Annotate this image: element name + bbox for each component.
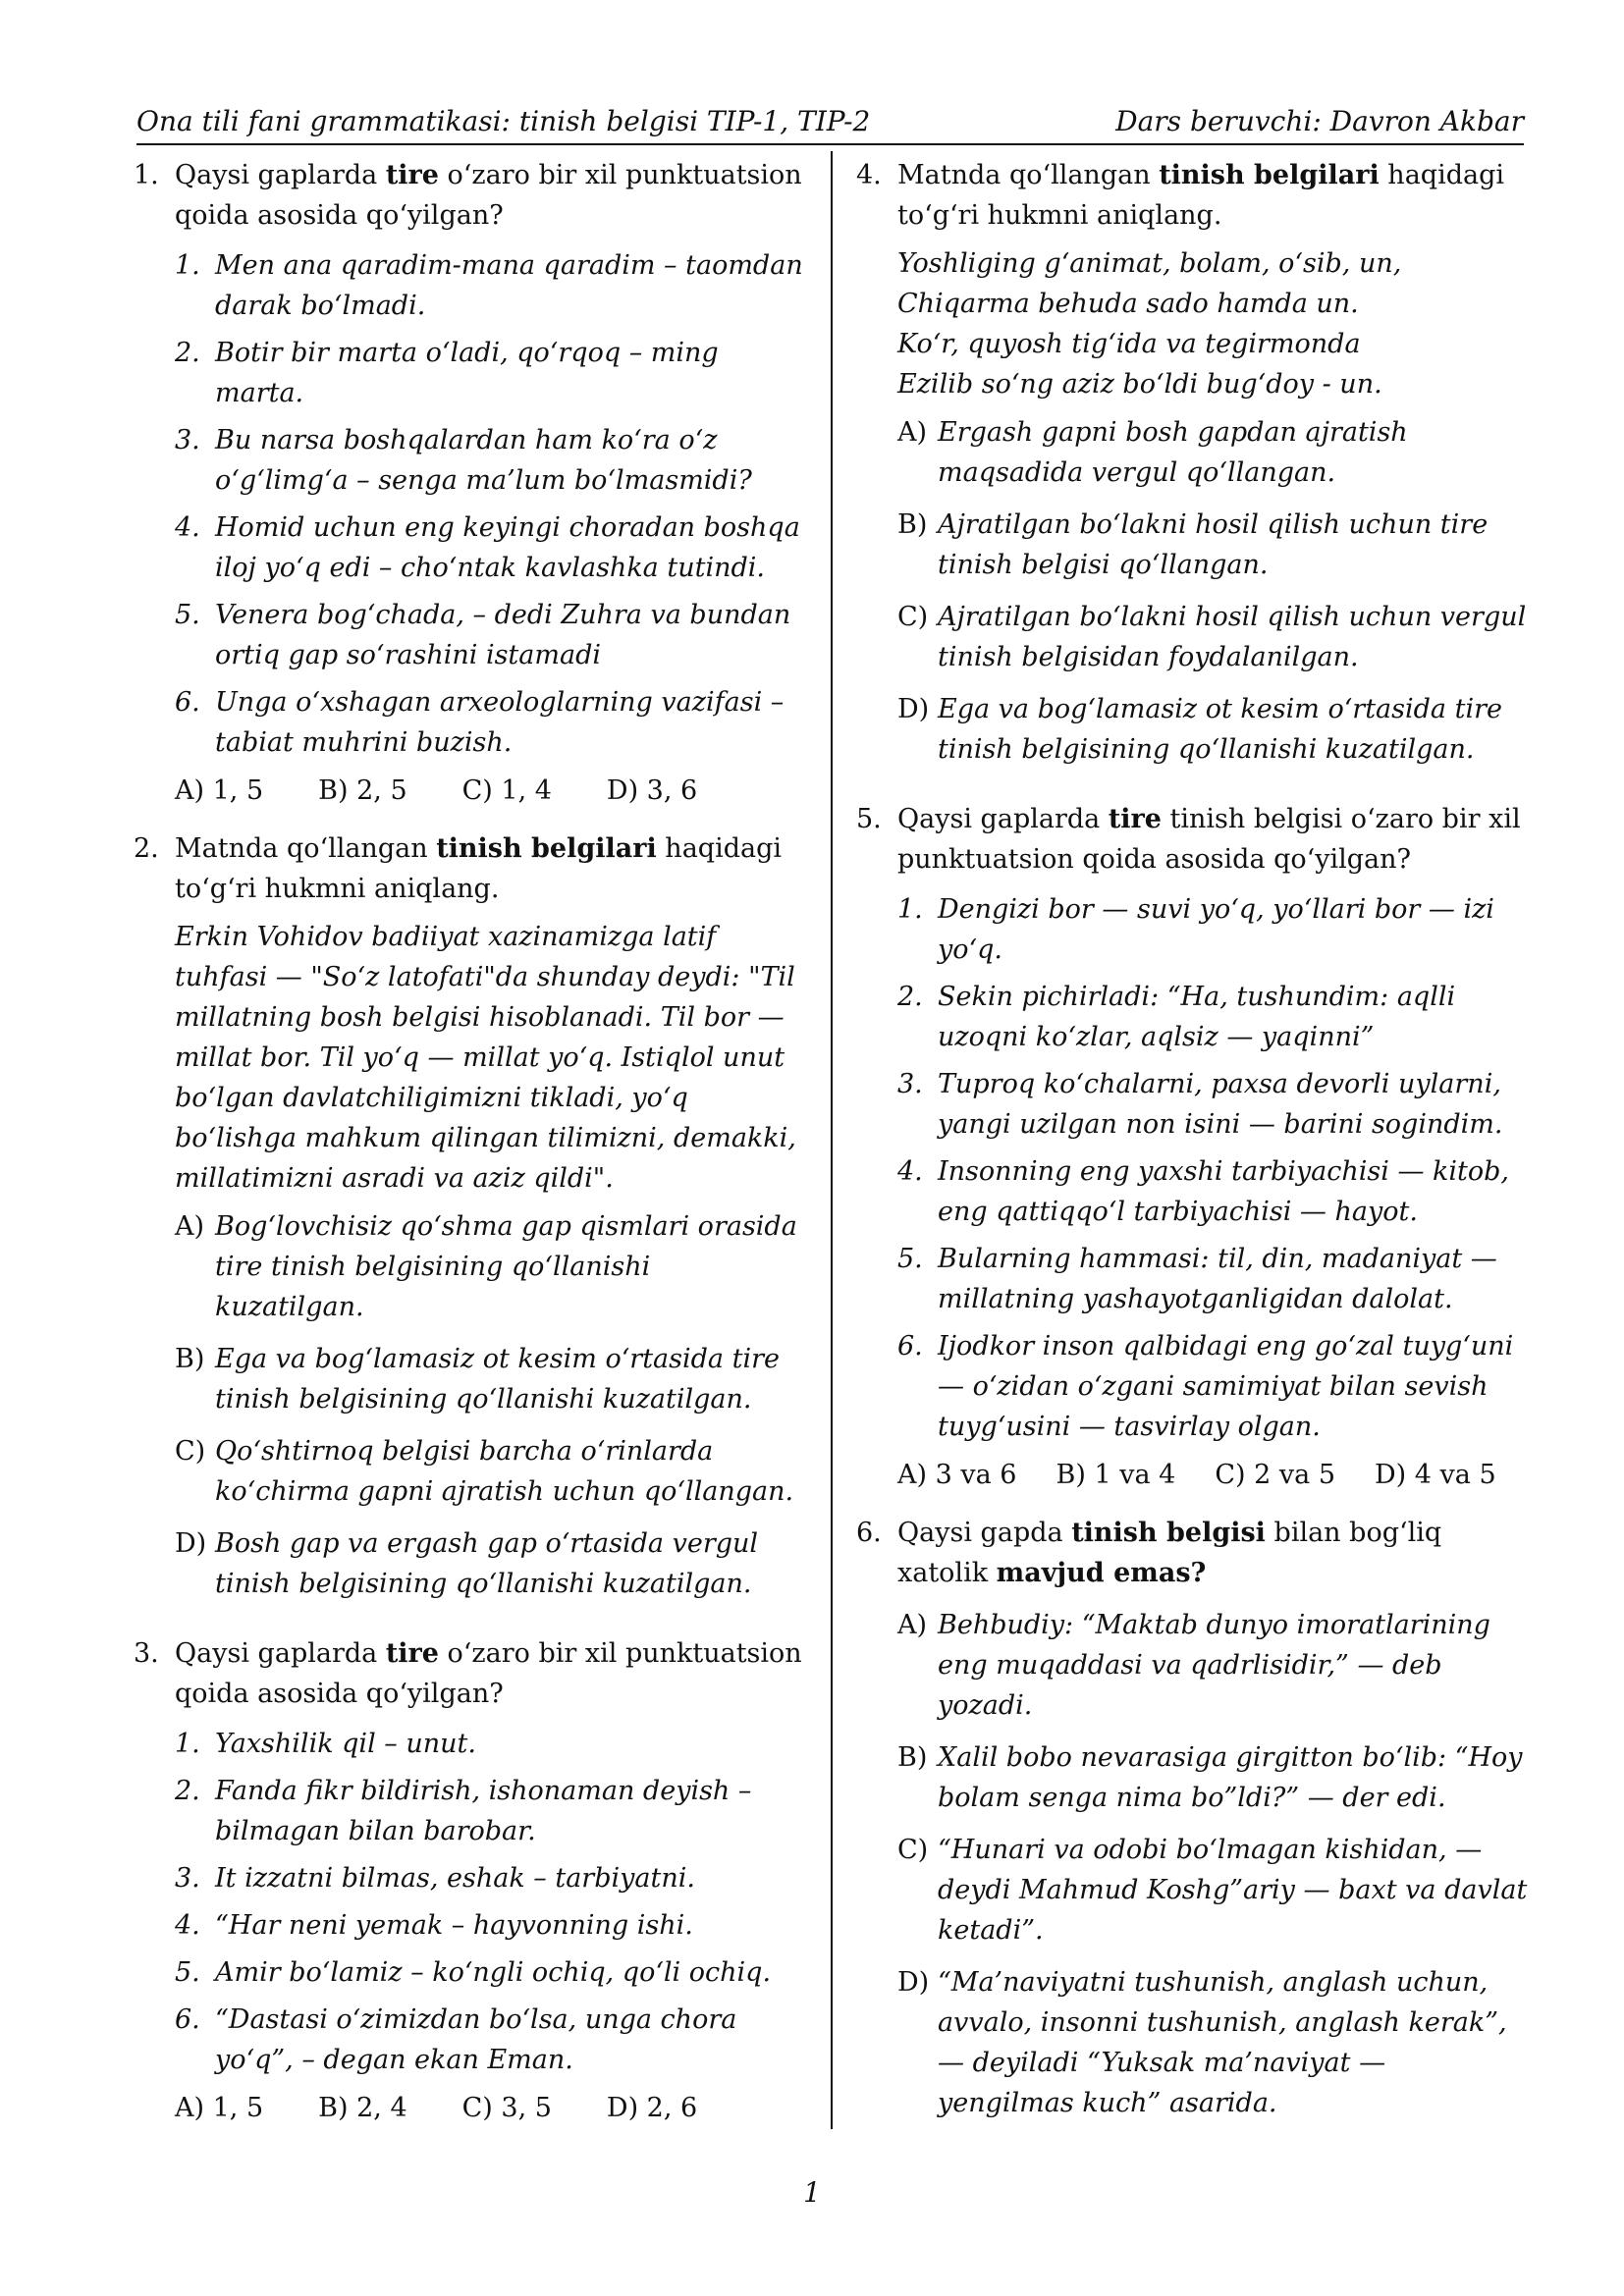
answer-option-d[interactable]: D) 4 va 5 xyxy=(1375,1460,1496,1490)
answer-option-d[interactable]: D) 2, 6 xyxy=(606,2093,698,2123)
answer-option-a[interactable]: A) 1, 5 xyxy=(175,2093,264,2123)
column-divider xyxy=(831,151,833,2129)
answer-option-b[interactable]: B) Xalil bobo nevarasiga girgitton bo‘lib: “Hoy bolam senga nima bo”ldi?” — der edi. xyxy=(897,1742,1523,1813)
list-item: 1. Yaxshilik qil – unut. xyxy=(175,1729,476,1759)
left-column xyxy=(134,155,805,2146)
answer-option-d[interactable]: D) Ega va bog‘lamasiz ot kesim o‘rtasida tire tinish belgisining qo‘llanishi kuzatilgan. xyxy=(897,694,1502,765)
list-item: 4. Insonning eng yaxshi tarbiyachisi — kitob, eng qattiqqo‘l tarbiyachisi — hayot. xyxy=(897,1156,1510,1227)
answer-option-c[interactable]: C) 2 va 5 xyxy=(1215,1460,1335,1490)
question-3 xyxy=(134,1633,805,2128)
list-item: 2. Sekin pichirladi: “Ha, tushundim: aqlli uzoqni ko‘zlar, aqlsiz — yaqinni” xyxy=(897,982,1456,1052)
question-keyword: tinish belgilari xyxy=(1159,160,1380,190)
question-body xyxy=(897,799,1529,1495)
question-1 xyxy=(134,155,805,811)
answer-option-c[interactable]: C) Ajratilgan bo‘lakni hosil qilish uchun vergul tinish belgisidan foydalanilgan. xyxy=(897,602,1527,672)
question-text: Qaysi gaplarda tire o‘zaro bir xil punktuatsion qoida asosida qo‘yilgan? xyxy=(175,1638,802,1709)
question-body xyxy=(897,155,1529,781)
answer-option-b[interactable]: B) Ajratilgan bo‘lakni hosil qilish uchun tire tinish belgisi qo‘llangan. xyxy=(897,509,1489,580)
poem-line: Chiqarma behuda sado hamda un. xyxy=(897,289,1359,319)
sentence-list xyxy=(175,1724,805,2080)
poem-line: Ezilib so‘ng aziz bo‘ldi bug‘doy - un. xyxy=(897,369,1382,400)
header-title: Ona tili fani grammatikasi: tinish belgisi TIP-1, TIP-2 xyxy=(136,104,871,137)
page-number: 1 xyxy=(803,2176,821,2209)
question-keyword: tire xyxy=(1108,804,1162,834)
question-body xyxy=(175,1633,805,2128)
answer-option-b[interactable]: B) 1 va 4 xyxy=(1056,1460,1176,1490)
right-column xyxy=(856,155,1529,2153)
question-6 xyxy=(856,1513,1529,2135)
list-item: 3. Bu narsa boshqalardan ham ko‘ra o‘z o‘g‘limg‘a – senga ma’lum bo‘lmasmidi? xyxy=(175,425,752,496)
question-text: Matnda qo‘llangan tinish belgilari haqidagi to‘g‘ri hukmni aniqlang. xyxy=(175,833,783,904)
question-keyword-2: mavjud emas? xyxy=(996,1558,1207,1588)
passage-text: Erkin Vohidov badiiyat xazinamizga latif tuhfasi — "So‘z latofati"da shunday deydi: "Til millatning bosh belgisi hisoblanadi. Til bor — millat bor. Til yo‘q — millat yo‘q. Istiqlol unut bo‘lgan davlatchiligimizni tikladi, yo‘q bo‘lishga mahkum qilingan tilimizni, demakki, millatimizni asradi va aziz qildi". xyxy=(175,922,796,1194)
question-body xyxy=(175,155,805,811)
list-item: 4. Homid uchun eng keyingi choradan boshqa iloj yo‘q edi – cho‘ntak kavlashka tutindi. xyxy=(175,512,800,583)
answer-option-c[interactable]: C) Qo‘shtirnoq belgisi barcha o‘rinlarda ko‘chirma gapni ajratish uchun qo‘llangan. xyxy=(175,1436,794,1507)
question-text: Matnda qo‘llangan tinish belgilari haqidagi to‘g‘ri hukmni aniqlang. xyxy=(897,160,1505,231)
poem xyxy=(897,243,1529,404)
question-keyword: tire xyxy=(385,160,439,190)
sentence-list xyxy=(175,245,805,763)
question-2 xyxy=(134,828,805,1616)
answer-option-b[interactable]: B) 2, 5 xyxy=(318,775,407,806)
question-number: 3. xyxy=(134,1638,159,1669)
answer-option-c[interactable]: C) 3, 5 xyxy=(461,2093,552,2123)
list-item: 1. Men ana qaradim-mana qaradim – taomdan darak bo‘lmadi. xyxy=(175,250,803,321)
list-item: 5. Bularning hammasi: til, din, madaniyat — millatning yashayotganligidan dalolat. xyxy=(897,1244,1497,1314)
question-number: 2. xyxy=(134,833,159,864)
list-item: 5. Venera bog‘chada, – dedi Zuhra va bundan ortiq gap so‘rashini istamadi xyxy=(175,600,791,670)
question-keyword: tinish belgilari xyxy=(436,833,657,864)
question-text: Qaysi gapda tinish belgisi bilan bog‘liq xatolik mavjud emas? xyxy=(897,1518,1442,1588)
question-number: 5. xyxy=(856,804,882,834)
question-text: Qaysi gaplarda tire tinish belgisi o‘zaro bir xil punktuatsion qoida asosida qo‘yilgan? xyxy=(897,804,1521,875)
answer-options xyxy=(175,1206,805,1604)
list-item: 3. Tuproq ko‘chalarni, paxsa devorli uylarni, yangi uzilgan non isini — barini sogindim. xyxy=(897,1069,1503,1140)
question-keyword: tinish belgisi xyxy=(1071,1518,1266,1548)
question-number: 1. xyxy=(134,160,159,190)
list-item: 1. Dengizi bor — suvi yo‘q, yo‘llari bor — izi yo‘q. xyxy=(897,894,1494,965)
question-number: 6. xyxy=(856,1518,882,1548)
answer-option-b[interactable]: B) 2, 4 xyxy=(318,2093,407,2123)
answer-options xyxy=(175,2088,805,2128)
list-item: 2. Botir bir marta o‘ladi, qo‘rqoq – ming marta. xyxy=(175,338,719,408)
sentence-list xyxy=(897,889,1529,1447)
list-item: 3. It izzatni bilmas, eshak – tarbiyatni. xyxy=(175,1863,695,1894)
answer-option-b[interactable]: B) Ega va bog‘lamasiz ot kesim o‘rtasida tire tinish belgisining qo‘llanishi kuzatilgan. xyxy=(175,1344,780,1415)
answer-option-a[interactable]: A) Bog‘lovchisiz qo‘shma gap qismlari orasida tire tinish belgisining qo‘llanishi kuzatilgan. xyxy=(175,1211,797,1322)
list-item: 5. Amir bo‘lamiz – ko‘ngli ochiq, qo‘li ochiq. xyxy=(175,1957,772,1988)
list-item: 6. Unga o‘xshagan arxeologlarning vazifasi – tabiat muhrini buzish. xyxy=(175,687,785,758)
answer-options xyxy=(897,412,1529,770)
answer-option-a[interactable]: A) Ergash gapni bosh gapdan ajratish maqsadida vergul qo‘llangan. xyxy=(897,417,1408,488)
answer-option-c[interactable]: C) “Hunari va odobi bo‘lmagan kishidan, — deydi Mahmud Koshg”ariy — baxt va davlat ketadi”. xyxy=(897,1835,1528,1946)
question-5 xyxy=(856,799,1529,1495)
answer-option-a[interactable]: A) Behbudiy: “Maktab dunyo imoratlarining eng muqaddasi va qadrlisidir,” — deb yozadi. xyxy=(897,1610,1490,1721)
page-header xyxy=(136,98,1524,145)
list-item: 6. “Dastasi o‘zimizdan bo‘lsa, unga chora yo‘q”, – degan ekan Eman. xyxy=(175,2004,737,2075)
answer-option-d[interactable]: D) 3, 6 xyxy=(606,775,698,806)
question-text: Qaysi gaplarda tire o‘zaro bir xil punktuatsion qoida asosida qo‘yilgan? xyxy=(175,160,802,231)
list-item: 4. “Har neni yemak – hayvonning ishi. xyxy=(175,1910,693,1941)
list-item: 6. Ijodkor inson qalbidagi eng go‘zal tuyg‘uni — o‘zidan o‘zgani samimiyat bilan sevish tuyg‘usini — tasvirlay olgan. xyxy=(897,1331,1514,1442)
question-number: 4. xyxy=(856,160,882,190)
answer-option-d[interactable]: D) Bosh gap va ergash gap o‘rtasida vergul tinish belgisining qo‘llanishi kuzatilgan. xyxy=(175,1528,759,1599)
answer-options xyxy=(897,1455,1529,1495)
answer-option-a[interactable]: A) 1, 5 xyxy=(175,775,264,806)
poem-line: Yoshliging g‘animat, bolam, o‘sib, un, xyxy=(897,248,1402,279)
question-body xyxy=(175,828,805,1616)
poem-line: Ko‘r, quyosh tig‘ida va tegirmonda xyxy=(897,329,1361,359)
question-4 xyxy=(856,155,1529,781)
answer-option-c[interactable]: C) 1, 4 xyxy=(461,775,552,806)
header-teacher: Dars beruvchi: Davron Akbar xyxy=(1115,104,1524,137)
answer-option-a[interactable]: A) 3 va 6 xyxy=(897,1460,1017,1490)
answer-options xyxy=(175,771,805,811)
answer-options xyxy=(897,1605,1529,2123)
list-item: 2. Fanda fikr bildirish, ishonaman deyish – bilmagan bilan barobar. xyxy=(175,1776,752,1846)
answer-option-d[interactable]: D) “Ma’naviyatni tushunish, anglash uchun, avvalo, insonni tushunish, anglash kerak”, — deyiladi “Yuksak ma’naviyat — yengilmas kuch” asarida. xyxy=(897,1967,1507,2118)
question-body xyxy=(897,1513,1529,2135)
question-keyword: tire xyxy=(385,1638,439,1669)
